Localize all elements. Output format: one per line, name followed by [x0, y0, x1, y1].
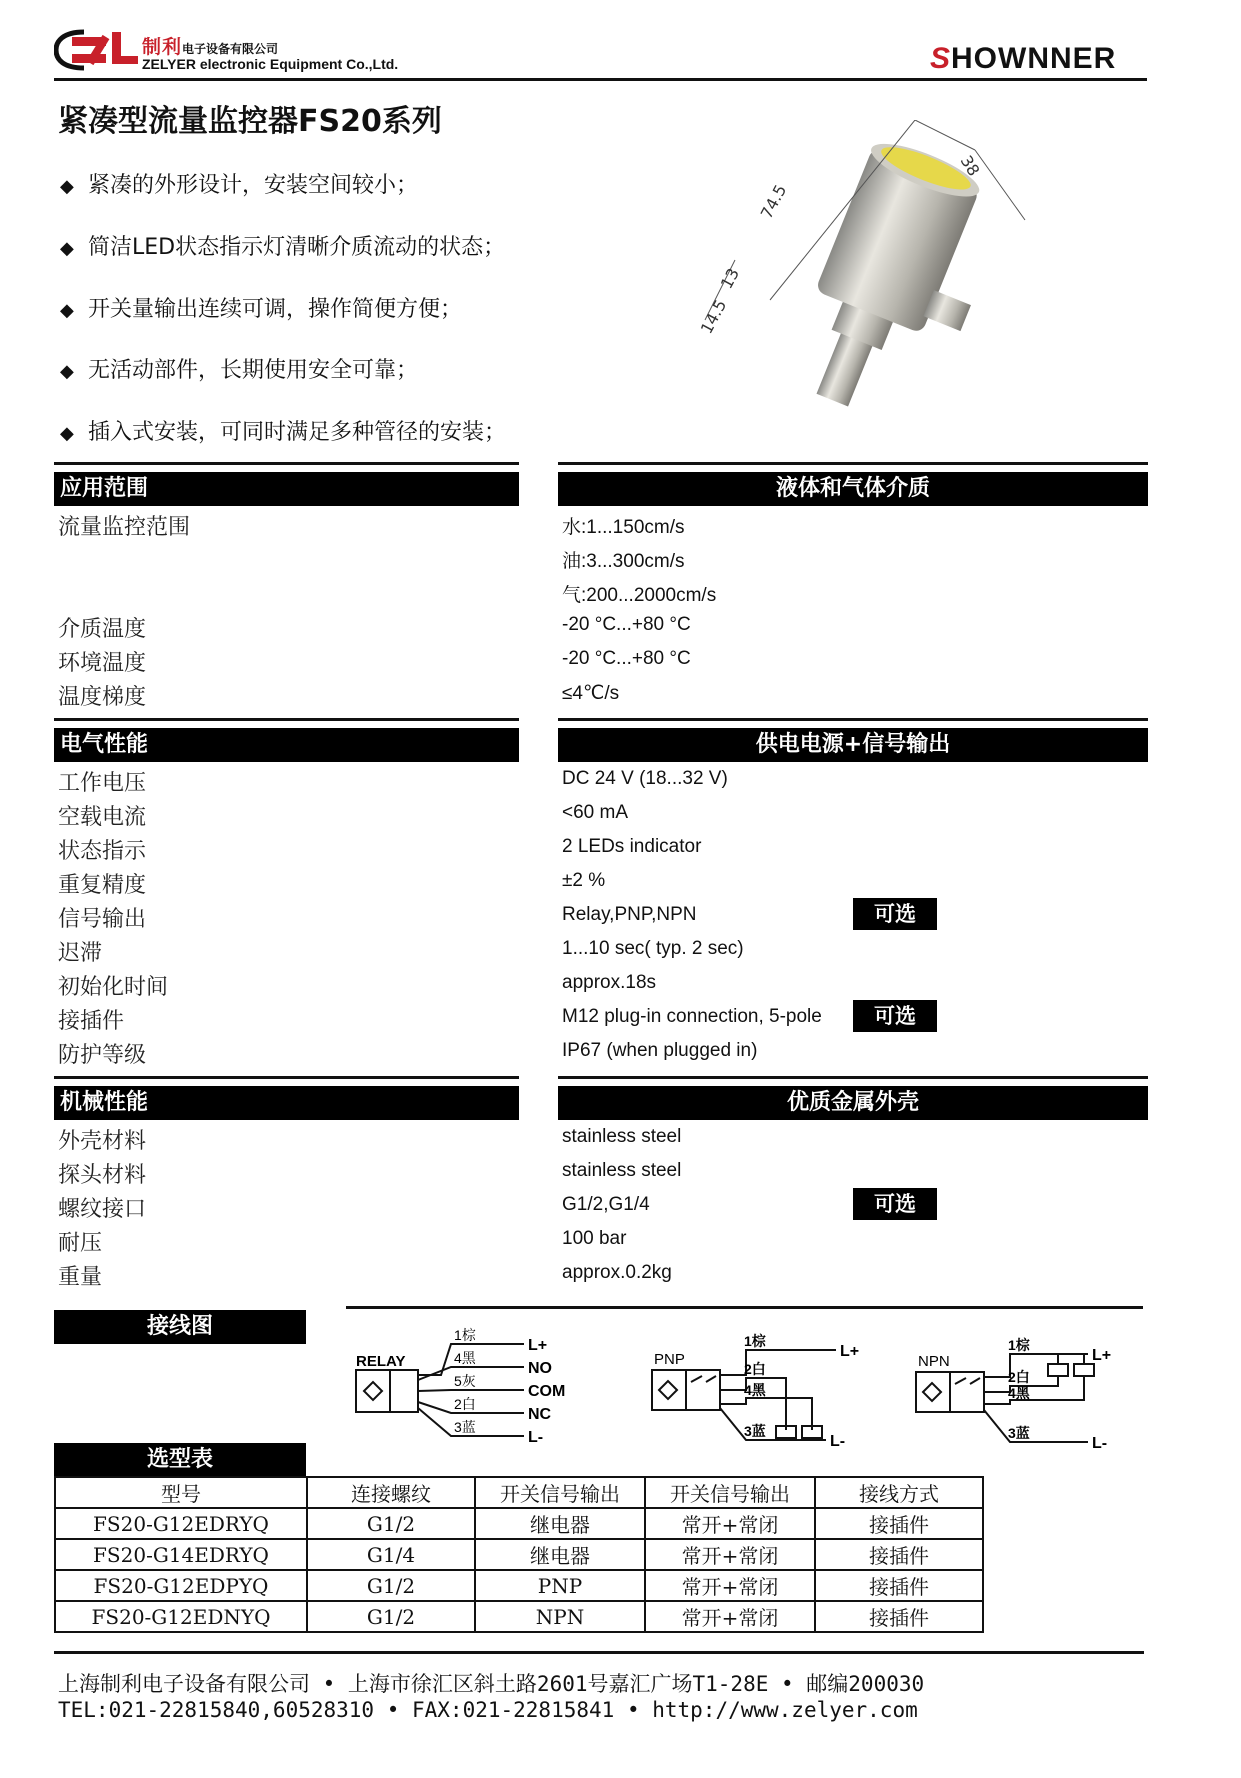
optional-badge: 可选: [853, 898, 937, 930]
page-title: 紧凑型流量监控器FS20系列: [58, 104, 442, 139]
svg-text:4黑: 4黑: [454, 1350, 476, 1366]
table-cell: 继电器: [475, 1539, 645, 1570]
feature-text: 简洁LED状态指示灯清晰介质流动的状态；: [88, 235, 506, 260]
svg-text:3蓝: 3蓝: [1008, 1425, 1030, 1441]
selection-table: [54, 1476, 984, 1633]
table-row: [55, 1570, 983, 1601]
wiring-diagram: [346, 1320, 1146, 1460]
feature-item: [60, 168, 418, 199]
zelyer-logo: [54, 28, 140, 72]
table-cell: FS20-G12EDPYQ: [55, 1570, 307, 1601]
section-rule-left: [54, 718, 519, 721]
table-cell: 常开+常闭: [645, 1508, 815, 1539]
table-cell: 接插件: [815, 1601, 983, 1632]
spec-value: 2 LEDs indicator: [562, 836, 702, 857]
table-cell: 常开+常闭: [645, 1601, 815, 1632]
svg-text:L+: L+: [528, 1337, 548, 1354]
col-header-thread: 连接螺纹: [307, 1477, 475, 1508]
section-rule-left: [54, 462, 519, 465]
spec-value: <60 mA: [562, 802, 629, 823]
spec-label: 耐压: [58, 1231, 103, 1256]
spec-value: 水:1...150cm/s: [562, 517, 685, 538]
table-cell: 接插件: [815, 1539, 983, 1570]
feature-item: [60, 415, 506, 446]
svg-text:COM: COM: [528, 1383, 566, 1400]
table-cell: 常开+常闭: [645, 1539, 815, 1570]
svg-text:2白: 2白: [454, 1396, 476, 1412]
svg-text:L-: L-: [528, 1429, 544, 1446]
optional-badge: 可选: [853, 1188, 937, 1220]
col-header-output: 开关信号输出: [475, 1477, 645, 1508]
optional-badge: 可选: [853, 1000, 937, 1032]
dim-14-5: 14.5: [696, 296, 731, 337]
svg-text:PNP: PNP: [654, 1351, 685, 1368]
feature-text: 插入式安装，可同时满足多种管径的安装；: [88, 420, 507, 445]
footer-contact: TEL:021-22815840,60528310 • FAX:021-22815841 • http://www.zelyer.com: [58, 1698, 918, 1722]
diamond-bullet-icon: ◆: [60, 361, 74, 382]
spec-label: 环境温度: [58, 651, 147, 676]
table-cell: 接插件: [815, 1570, 983, 1601]
feature-item: [60, 230, 505, 261]
spec-value: M12 plug-in connection, 5-pole: [562, 1006, 822, 1027]
spec-label: 重复精度: [58, 873, 147, 898]
spec-label: 迟滞: [58, 941, 103, 966]
wiring-title: 接线图: [54, 1310, 306, 1344]
svg-text:2白: 2白: [744, 1361, 766, 1377]
spec-value: -20 °C...+80 °C: [562, 648, 691, 669]
spec-label: 初始化时间: [58, 975, 169, 1000]
spec-label: 状态指示: [58, 839, 147, 864]
svg-text:L-: L-: [1092, 1435, 1108, 1452]
table-cell: 常开+常闭: [645, 1570, 815, 1601]
diamond-bullet-icon: ◆: [60, 300, 74, 321]
spec-label: 流量监控范围: [58, 515, 191, 540]
svg-text:2白: 2白: [1008, 1369, 1030, 1385]
company-name-cn: 制利电子设备有限公司: [142, 36, 279, 58]
company-name-en: ZELYER electronic Equipment Co.,Ltd.: [142, 56, 399, 72]
svg-text:NO: NO: [528, 1360, 552, 1377]
table-header-row: [55, 1477, 983, 1508]
col-header-wiring: 接线方式: [815, 1477, 983, 1508]
spec-value: G1/2,G1/4: [562, 1194, 650, 1215]
feature-item: [60, 292, 462, 323]
spec-label: 探头材料: [58, 1163, 147, 1188]
product-photo: [690, 120, 1110, 460]
svg-text:4黑: 4黑: [1008, 1385, 1030, 1401]
spec-value: 100 bar: [562, 1228, 627, 1249]
svg-text:NC: NC: [528, 1406, 552, 1423]
spec-label: 空载电流: [58, 805, 147, 830]
footer-address: 上海制利电子设备有限公司 • 上海市徐汇区斜土路2601号嘉汇广场T1-28E • 邮编200030: [58, 1672, 925, 1696]
table-cell: G1/2: [307, 1570, 475, 1601]
pnp-diagram: [652, 1333, 859, 1450]
spec-label: 工作电压: [58, 771, 147, 796]
col-header-model: 型号: [55, 1477, 307, 1508]
spec-value: IP67 (when plugged in): [562, 1040, 758, 1061]
shownner-brand: SHOWNNER: [930, 42, 1117, 75]
svg-text:L+: L+: [1092, 1347, 1112, 1364]
svg-text:RELAY: RELAY: [356, 1353, 406, 1370]
table-cell: G1/2: [307, 1508, 475, 1539]
svg-text:L-: L-: [830, 1433, 846, 1450]
table-cell: PNP: [475, 1570, 645, 1601]
footer-divider: [54, 1651, 1144, 1654]
section-rule-right: [558, 462, 1148, 465]
spec-value: Relay,PNP,NPN: [562, 904, 697, 925]
feature-text: 无活动部件，长期使用安全可靠；: [88, 358, 419, 383]
spec-value: 气:200...2000cm/s: [562, 585, 717, 606]
spec-label: 信号输出: [58, 907, 147, 932]
spec-value: approx.0.2kg: [562, 1262, 672, 1283]
svg-text:3蓝: 3蓝: [454, 1419, 476, 1435]
spec-value: stainless steel: [562, 1126, 682, 1147]
section-rule-right: [558, 1076, 1148, 1079]
svg-text:1棕: 1棕: [744, 1333, 766, 1349]
section-title-left: 机械性能: [54, 1086, 519, 1120]
section-title-left: 应用范围: [54, 472, 519, 506]
table-cell: FS20-G12EDRYQ: [55, 1508, 307, 1539]
spec-value: DC 24 V (18...32 V): [562, 768, 728, 789]
table-cell: G1/2: [307, 1601, 475, 1632]
spec-value: stainless steel: [562, 1160, 682, 1181]
dim-74-5: 74.5: [756, 181, 791, 222]
section-rule-right: [558, 718, 1148, 721]
col-header-output-type: 开关信号输出: [645, 1477, 815, 1508]
svg-text:5灰: 5灰: [454, 1373, 476, 1389]
spec-label: 接插件: [58, 1009, 125, 1034]
relay-diagram: [356, 1327, 565, 1446]
spec-value: ≤4℃/s: [562, 683, 620, 704]
table-row: [55, 1601, 983, 1632]
spec-label: 外壳材料: [58, 1129, 147, 1154]
table-cell: G1/4: [307, 1539, 475, 1570]
table-cell: FS20-G12EDNYQ: [55, 1601, 307, 1632]
svg-text:1棕: 1棕: [454, 1327, 476, 1343]
svg-text:1棕: 1棕: [1008, 1337, 1030, 1353]
svg-text:NPN: NPN: [918, 1353, 950, 1370]
header-divider: [54, 78, 1147, 81]
spec-label: 重量: [58, 1265, 103, 1290]
spec-label: 温度梯度: [58, 685, 147, 710]
spec-value: 油:3...300cm/s: [562, 551, 685, 572]
table-cell: NPN: [475, 1601, 645, 1632]
spec-value: ±2 %: [562, 870, 606, 891]
spec-label: 螺纹接口: [58, 1197, 147, 1222]
section-title-right: 供电电源+信号输出: [558, 728, 1148, 762]
feature-item: [60, 353, 418, 384]
table-cell: FS20-G14EDRYQ: [55, 1539, 307, 1570]
dim-13: 13: [716, 264, 744, 292]
selection-title: 选型表: [54, 1443, 306, 1477]
wiring-divider: [346, 1306, 1143, 1309]
section-rule-left: [54, 1076, 519, 1079]
dim-38: 38: [956, 152, 984, 180]
section-title-right: 液体和气体介质: [558, 472, 1148, 506]
feature-text: 紧凑的外形设计，安装空间较小；: [88, 173, 419, 198]
spec-value: 1...10 sec( typ. 2 sec): [562, 938, 744, 959]
table-row: [55, 1508, 983, 1539]
spec-value: approx.18s: [562, 972, 657, 993]
spec-label: 介质温度: [58, 617, 147, 642]
diamond-bullet-icon: ◆: [60, 238, 74, 259]
svg-text:L+: L+: [840, 1343, 860, 1360]
table-cell: 继电器: [475, 1508, 645, 1539]
spec-label: 防护等级: [58, 1043, 147, 1068]
diamond-bullet-icon: ◆: [60, 423, 74, 444]
svg-text:3蓝: 3蓝: [744, 1423, 766, 1439]
table-cell: 接插件: [815, 1508, 983, 1539]
section-title-right: 优质金属外壳: [558, 1086, 1148, 1120]
section-title-left: 电气性能: [54, 728, 519, 762]
table-row: [55, 1539, 983, 1570]
feature-text: 开关量输出连续可调，操作简便方便；: [88, 297, 463, 322]
npn-diagram: [916, 1337, 1111, 1452]
diamond-bullet-icon: ◆: [60, 176, 74, 197]
spec-value: -20 °C...+80 °C: [562, 614, 691, 635]
svg-text:4黑: 4黑: [744, 1382, 766, 1398]
